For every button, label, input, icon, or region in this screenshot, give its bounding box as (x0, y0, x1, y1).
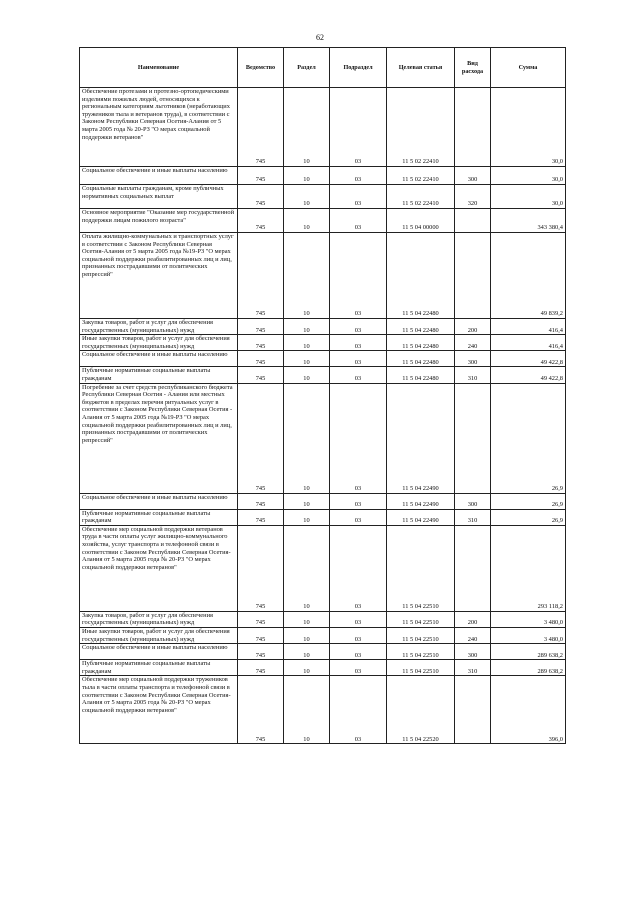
row-name: Иные закупки товаров, работ и услуг для обеспечения государственных (муниципальных) нужд (80, 335, 238, 351)
row-ministry: 745 (238, 493, 284, 509)
row-subsection: 03 (330, 335, 387, 351)
row-name: Закупка товаров, работ и услуг для обеспечения государственных (муниципальных) нужд (80, 319, 238, 335)
row-subsection: 03 (330, 644, 387, 660)
row-expense-type: 320 (455, 185, 491, 209)
table-row (80, 611, 566, 627)
row-name: Закупка товаров, работ и услуг для обеспечения государственных (муниципальных) нужд (80, 611, 238, 627)
table-row (80, 319, 566, 335)
header-expense-type: Вид расхода (455, 48, 491, 88)
row-ministry: 745 (238, 335, 284, 351)
row-amount: 416,4 (491, 319, 566, 335)
row-section: 10 (284, 209, 330, 233)
row-target: 11 5 04 22510 (387, 644, 455, 660)
row-subsection: 03 (330, 209, 387, 233)
row-section: 10 (284, 644, 330, 660)
row-expense-type: 300 (455, 167, 491, 185)
table-row (80, 233, 566, 319)
row-section: 10 (284, 611, 330, 627)
table-row (80, 383, 566, 493)
row-ministry: 745 (238, 167, 284, 185)
row-name: Иные закупки товаров, работ и услуг для обеспечения государственных (муниципальных) нужд (80, 627, 238, 643)
row-amount: 49 422,8 (491, 367, 566, 383)
row-amount: 416,4 (491, 335, 566, 351)
row-amount: 343 380,4 (491, 209, 566, 233)
row-name: Социальные выплаты гражданам, кроме публичных нормативных социальных выплат (80, 185, 238, 209)
header-amount: Сумма (491, 48, 566, 88)
row-subsection: 03 (330, 676, 387, 744)
row-ministry: 745 (238, 525, 284, 611)
row-expense-type: 200 (455, 611, 491, 627)
row-target: 11 5 02 22410 (387, 88, 455, 167)
budget-table (79, 47, 566, 744)
table-row (80, 209, 566, 233)
row-target: 11 5 04 22510 (387, 660, 455, 676)
header-ministry: Ведомство (238, 48, 284, 88)
row-section: 10 (284, 627, 330, 643)
row-target: 11 5 04 22480 (387, 319, 455, 335)
row-amount: 293 118,2 (491, 525, 566, 611)
row-expense-type (455, 676, 491, 744)
row-expense-type: 200 (455, 319, 491, 335)
row-target: 11 5 04 22480 (387, 335, 455, 351)
header-section: Раздел (284, 48, 330, 88)
table-row (80, 367, 566, 383)
row-ministry: 745 (238, 383, 284, 493)
row-subsection: 03 (330, 88, 387, 167)
row-subsection: 03 (330, 660, 387, 676)
row-amount: 289 638,2 (491, 660, 566, 676)
row-amount: 30,0 (491, 167, 566, 185)
row-subsection: 03 (330, 493, 387, 509)
row-target: 11 5 04 22510 (387, 611, 455, 627)
row-expense-type: 310 (455, 509, 491, 525)
row-name: Публичные нормативные социальные выплаты гражданам (80, 660, 238, 676)
table-row (80, 167, 566, 185)
row-amount: 30,0 (491, 185, 566, 209)
row-amount: 26,9 (491, 509, 566, 525)
row-expense-type: 310 (455, 660, 491, 676)
row-expense-type (455, 209, 491, 233)
row-amount: 3 480,0 (491, 611, 566, 627)
row-amount: 26,9 (491, 493, 566, 509)
row-section: 10 (284, 335, 330, 351)
row-name: Публичные нормативные социальные выплаты гражданам (80, 509, 238, 525)
row-target: 11 5 04 22480 (387, 367, 455, 383)
row-subsection: 03 (330, 319, 387, 335)
row-target: 11 5 04 22520 (387, 676, 455, 744)
row-section: 10 (284, 367, 330, 383)
row-name: Публичные нормативные социальные выплаты гражданам (80, 367, 238, 383)
row-target: 11 5 02 22410 (387, 185, 455, 209)
row-expense-type (455, 88, 491, 167)
row-expense-type: 310 (455, 367, 491, 383)
table-row (80, 351, 566, 367)
row-subsection: 03 (330, 383, 387, 493)
row-expense-type: 300 (455, 493, 491, 509)
row-subsection: 03 (330, 167, 387, 185)
table-row (80, 185, 566, 209)
row-section: 10 (284, 88, 330, 167)
row-section: 10 (284, 233, 330, 319)
row-name: Социальное обеспечение и иные выплаты населению (80, 493, 238, 509)
table-header-row (80, 48, 566, 88)
row-target: 11 5 04 22490 (387, 493, 455, 509)
table-row (80, 525, 566, 611)
row-ministry: 745 (238, 660, 284, 676)
row-section: 10 (284, 167, 330, 185)
row-amount: 289 638,2 (491, 644, 566, 660)
row-subsection: 03 (330, 367, 387, 383)
row-name: Основное мероприятие "Оказание мер государственной поддержки лицам пожилого возраста" (80, 209, 238, 233)
row-section: 10 (284, 185, 330, 209)
table-row (80, 509, 566, 525)
row-section: 10 (284, 509, 330, 525)
row-target: 11 5 04 22510 (387, 627, 455, 643)
row-name: Обеспечение мер социальной поддержки ветеранов труда в части оплаты услуг жилищно-коммунального хозяйства, услуг транспорта и телефонной связи в соответствии с Законом Республики Северная Осетия-Алания от 5 марта 2005 года № 20-РЗ "О мерах социальной поддержки ветеранов" (80, 525, 238, 611)
row-name: Социальное обеспечение и иные выплаты населению (80, 644, 238, 660)
row-ministry: 745 (238, 209, 284, 233)
row-expense-type (455, 525, 491, 611)
row-ministry: 745 (238, 233, 284, 319)
row-amount: 30,0 (491, 88, 566, 167)
row-subsection: 03 (330, 611, 387, 627)
row-subsection: 03 (330, 627, 387, 643)
row-amount: 49 422,8 (491, 351, 566, 367)
row-ministry: 745 (238, 627, 284, 643)
row-ministry: 745 (238, 185, 284, 209)
row-section: 10 (284, 383, 330, 493)
row-expense-type: 240 (455, 627, 491, 643)
row-ministry: 745 (238, 611, 284, 627)
row-name: Обеспечение протезами и протезно-ортопедическими изделиями пожилых людей, относящихся к региональным категориям льготников (неработающих тружеников тыла и ветеранов труда), в соответствии с Законом Республики Северная Осетия-Алания от 5 марта 2005 года № 20-РЗ "О мерах социальной поддержки ветеранов" (80, 88, 238, 167)
table-row (80, 676, 566, 744)
row-name: Социальное обеспечение и иные выплаты населению (80, 351, 238, 367)
row-subsection: 03 (330, 233, 387, 319)
row-ministry: 745 (238, 509, 284, 525)
row-section: 10 (284, 676, 330, 744)
header-name: Наименование (80, 48, 238, 88)
row-subsection: 03 (330, 509, 387, 525)
row-target: 11 5 04 22490 (387, 383, 455, 493)
row-amount: 49 839,2 (491, 233, 566, 319)
row-section: 10 (284, 319, 330, 335)
row-target: 11 5 04 00000 (387, 209, 455, 233)
row-section: 10 (284, 351, 330, 367)
row-ministry: 745 (238, 319, 284, 335)
table-row (80, 660, 566, 676)
page-number: 62 (316, 33, 324, 42)
row-name: Социальное обеспечение и иные выплаты населению (80, 167, 238, 185)
row-target: 11 5 04 22480 (387, 351, 455, 367)
row-subsection: 03 (330, 185, 387, 209)
row-name: Обеспечение мер социальной поддержки тружеников тыла в части оплаты транспорта и телефонной связи в соответствии с Законом Республики Северная Осетия-Алания от 5 марта 2005 года № 20-РЗ "О мерах социальной поддержки ветеранов" (80, 676, 238, 744)
row-expense-type: 300 (455, 644, 491, 660)
row-name: Оплата жилищно-коммунальных и транспортных услуг в соответствии с Законом Республики Северная Осетия-Алания от 5 марта 2005 года №19-РЗ "О мерах социальной поддержки реабилитированных лиц и лиц, признанных пострадавшими от политических репрессий" (80, 233, 238, 319)
row-amount: 396,0 (491, 676, 566, 744)
header-target: Целевая статья (387, 48, 455, 88)
row-expense-type (455, 233, 491, 319)
table-row (80, 493, 566, 509)
table-row (80, 88, 566, 167)
row-ministry: 745 (238, 676, 284, 744)
row-target: 11 5 04 22480 (387, 233, 455, 319)
row-section: 10 (284, 660, 330, 676)
row-target: 11 5 02 22410 (387, 167, 455, 185)
row-target: 11 5 04 22490 (387, 509, 455, 525)
header-subsection: Подраздел (330, 48, 387, 88)
table-row (80, 335, 566, 351)
row-ministry: 745 (238, 88, 284, 167)
row-target: 11 5 04 22510 (387, 525, 455, 611)
table-row (80, 644, 566, 660)
row-amount: 26,9 (491, 383, 566, 493)
row-amount: 3 480,0 (491, 627, 566, 643)
row-ministry: 745 (238, 351, 284, 367)
row-section: 10 (284, 493, 330, 509)
row-section: 10 (284, 525, 330, 611)
row-expense-type: 300 (455, 351, 491, 367)
row-ministry: 745 (238, 367, 284, 383)
row-name: Погребение за счет средств республиканского бюджета Республики Северная Осетия - Алания или местных бюджетов в пределах перечня ритуальных услуг в соответствии с Законом Республики Северная Осетия - Алания от 5 марта 2005 года №19-РЗ "О мерах социальной поддержки реабилитированных лиц и лиц, признанных пострадавшими от политических репрессий" (80, 383, 238, 493)
table-row (80, 627, 566, 643)
row-subsection: 03 (330, 525, 387, 611)
row-subsection: 03 (330, 351, 387, 367)
row-ministry: 745 (238, 644, 284, 660)
row-expense-type: 240 (455, 335, 491, 351)
row-expense-type (455, 383, 491, 493)
